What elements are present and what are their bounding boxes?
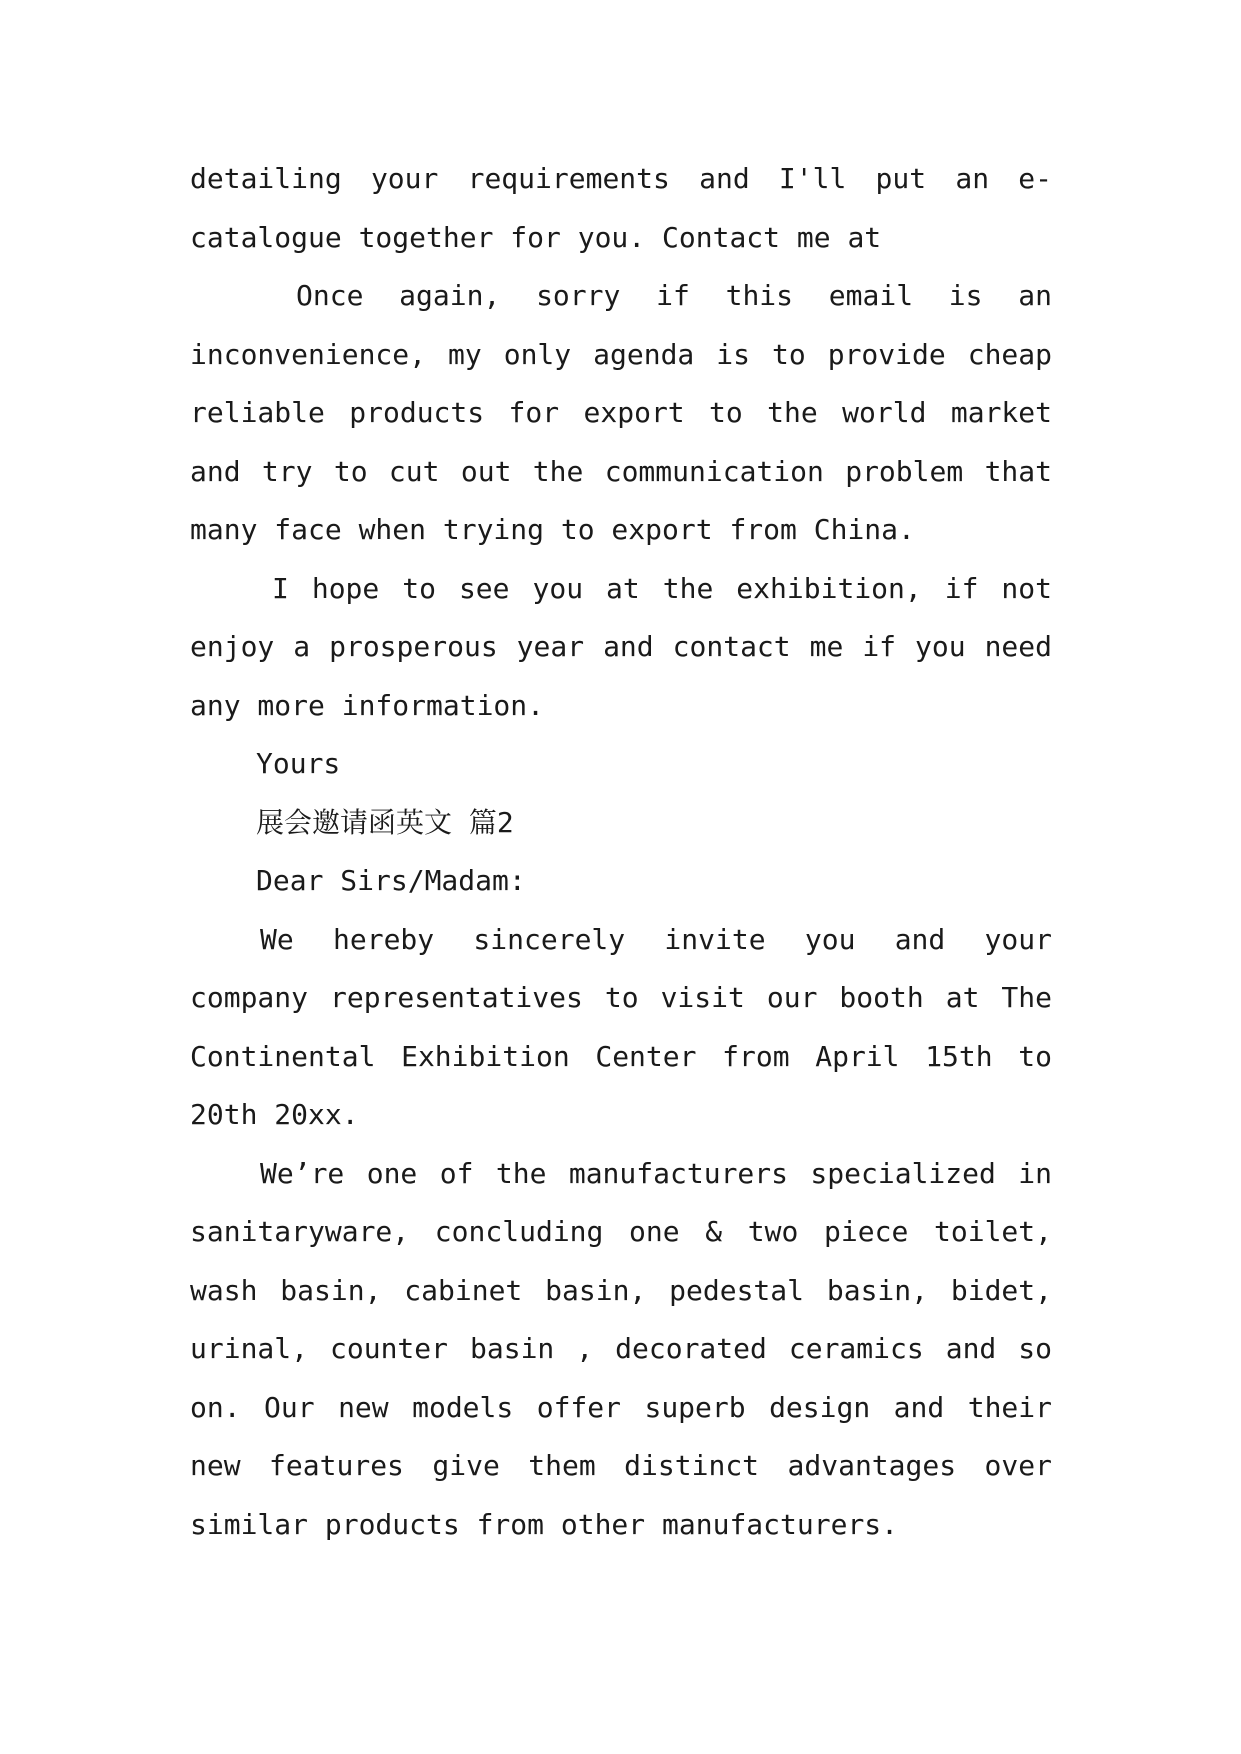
paragraph-company-products: We’re one of the manufacturers specialized in sanitaryware, concluding one & two piece toilet, wash basin, cabinet basin, pedestal basin, bidet, urinal, counter basin , decorated ceramics and so on. Our new models offer superb design and their new features give them distinct advantages over similar products from other manufacturers. [190,1156,1052,1541]
paragraph-apology: Once again, sorry if this email is an inconvenience, my only agenda is to provide cheap reliable products for export to the world market and try to cut out the communication problem that many face when trying to export from China. [190,279,1052,546]
salutation: Dear Sirs/Madam: [256,864,526,897]
section-heading: 展会邀请函英文 篇2 [256,805,514,839]
paragraph-invitation: We hereby sincerely invite you and your company representatives to visit our booth at The Continental Exhibition Center from April 15th to 20th 20xx. [190,922,1052,1131]
paragraph-exhibition-hope: I hope to see you at the exhibition, if not enjoy a prosperous year and contact me if you need any more information. [190,571,1052,722]
closing-yours: Yours [256,747,341,780]
paragraph-catalogue-request: detailing your requirements and I'll put an e-catalogue together for you. Contact me at [190,162,1052,254]
document-body [190,150,1052,1554]
